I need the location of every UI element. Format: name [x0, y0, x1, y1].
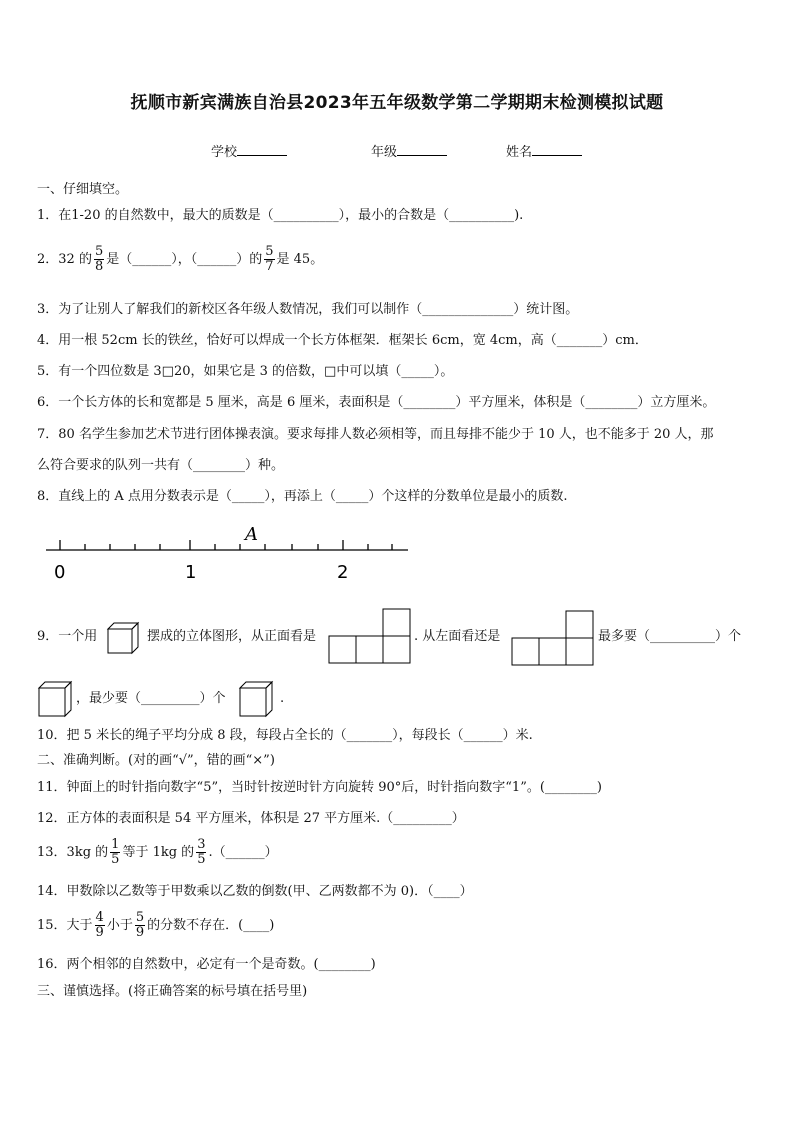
- question-6: 6．一个长方体的长和宽都是 5 厘米，高是 6 厘米，表面积是（________）平方厘米，体积是（________）立方厘米。: [37, 395, 716, 410]
- question-8: 8．直线上的 A 点用分数表示是（_____），再添上（_____）个这样的分数单位是最小的质数.: [37, 489, 568, 504]
- name-blank[interactable]: [532, 143, 582, 156]
- question-7-line-2: 么符合要求的队列一共有（________）种。: [37, 458, 285, 473]
- question-5: 5．有一个四位数是 3□20，如果它是 3 的倍数，□中可以填（_____）。: [37, 364, 454, 379]
- fraction: $\frac{5}{8}$: [94, 244, 104, 274]
- section-3-heading: 三、谨慎选择。(将正确答案的标号填在括号里): [37, 984, 308, 999]
- fraction: $\frac{1}{5}$: [111, 837, 120, 867]
- cube-icon: [238, 680, 274, 718]
- front-view-figure: [328, 608, 412, 665]
- question-11: 11．钟面上的时针指向数字“5”，当时针按逆时针方向旋转 90°后，时针指向数字“1”。(________): [37, 780, 602, 795]
- fraction: $\frac{5}{9}$: [135, 910, 145, 940]
- question-10: 10．把 5 米长的绳子平均分成 8 段，每段占全长的（_______），每段长（______）米.: [37, 728, 533, 743]
- question-3: 3．为了让别人了解我们的新校区各年级人数情况，我们可以制作（______________）统计图。: [37, 302, 579, 317]
- question-16: 16．两个相邻的自然数中，必定有一个是奇数。(________): [37, 957, 376, 972]
- question-9-part-c: . 从左面看还是: [414, 629, 501, 644]
- grade-field: 年级: [371, 141, 447, 160]
- question-9-part-b: 摆成的立体图形，从正面看是: [147, 629, 317, 644]
- question-9-part-d: 最多要（__________）个: [598, 629, 742, 644]
- fraction: $\frac{4}{9}$: [95, 910, 104, 940]
- question-9-part-f: .: [280, 691, 285, 706]
- tick-label-1: 1: [185, 562, 197, 583]
- question-2: 2．32 的 $\frac{5}{8}$ 是（______），（______）的 $\frac{5}{7}$ 是 45。: [37, 244, 324, 274]
- grade-blank[interactable]: [397, 143, 447, 156]
- cube-icon: [106, 621, 140, 655]
- question-15: 15．大于 $\frac{4}{9}$ 小于 $\frac{5}{9}$ 的分数不存在．(____): [37, 910, 275, 940]
- fraction: $\frac{5}{7}$: [265, 244, 274, 274]
- question-7-line-1: 7．80 名学生参加艺术节进行团体操表演。要求每排人数必须相等，而且每排不能少于 10 人，也不能多于 20 人，那: [37, 427, 714, 442]
- tick-label-0: 0: [54, 562, 66, 583]
- left-view-figure: [511, 610, 595, 667]
- section-1-heading: 一、仔细填空。: [37, 182, 129, 197]
- question-1: 1．在1-20 的自然数中，最大的质数是（__________），最小的合数是（__________).: [37, 208, 524, 223]
- school-field: 学校: [211, 141, 287, 160]
- question-9-part-a: 9．一个用: [37, 629, 98, 644]
- number-line: [40, 518, 420, 584]
- question-12: 12．正方体的表面积是 54 平方厘米，体积是 27 平方厘米.（_________）: [37, 811, 465, 826]
- question-13: 13．3kg 的 $\frac{1}{5}$ 等于 1kg 的 $\frac{3}{5}$ .（______）: [37, 837, 278, 867]
- question-4: 4．用一根 52cm 长的铁丝，恰好可以焊成一个长方体框架．框架长 6cm，宽 4cm，高（_______）cm．: [37, 333, 648, 348]
- fraction: $\frac{3}{5}$: [197, 837, 206, 867]
- section-2-heading: 二、准确判断。(对的画“√”，错的画“×”): [37, 753, 275, 768]
- point-a-label: A: [245, 524, 258, 545]
- school-blank[interactable]: [237, 143, 287, 156]
- tick-label-2: 2: [337, 562, 349, 583]
- question-9-part-e: ，最少要（_________）个: [76, 691, 226, 706]
- name-field: 姓名: [506, 141, 582, 160]
- page-title: 抚顺市新宾满族自治县2023年五年级数学第二学期期末检测模拟试题: [130, 93, 664, 113]
- question-14: 14．甲数除以乙数等于甲数乘以乙数的倒数(甲、乙两数都不为 0)．（____）: [37, 884, 473, 899]
- cube-icon: [37, 680, 73, 718]
